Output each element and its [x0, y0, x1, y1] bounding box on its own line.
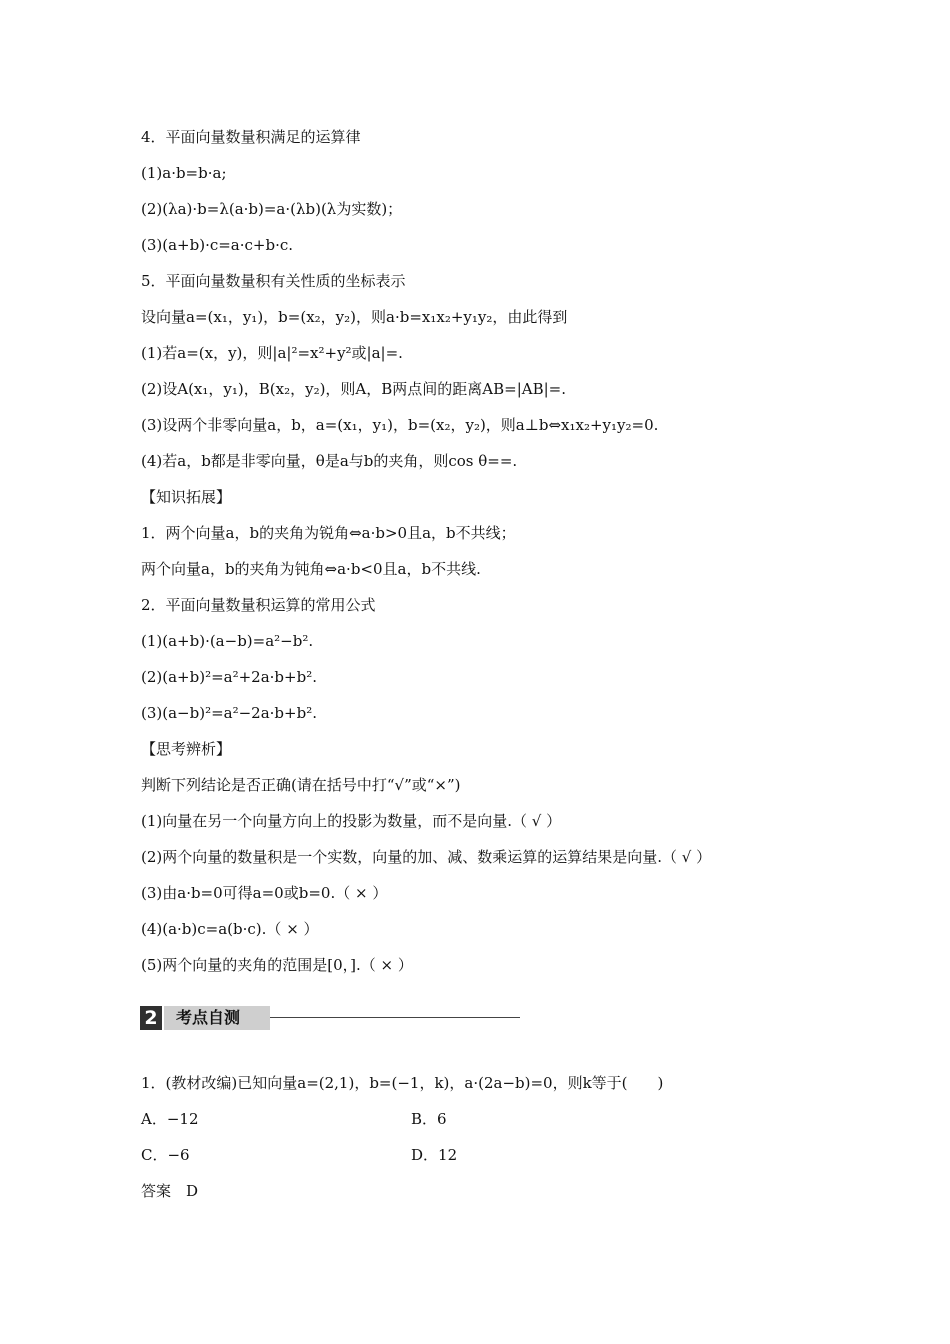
option-b: B．6	[411, 1110, 447, 1128]
line-19: 判断下列结论是否正确(请在括号中打“√”或“×”)	[141, 776, 461, 794]
line-8: (2)设A(x₁，y₁)，B(x₂，y₂)，则A，B两点间的距离AB=|AB|=.	[141, 380, 567, 398]
section-header	[140, 1006, 525, 1030]
line-4: (3)(a+b)·c=a·c+b·c.	[141, 236, 294, 254]
option-c: C．−6	[141, 1146, 190, 1164]
line-2: (1)a·b=b·a;	[141, 164, 227, 182]
option-d: D．12	[411, 1146, 458, 1164]
question-stem: 1．(教材改编)已知向量a=(2,1)，b=(−1，k)，a·(2a−b)=0，则k等于( )	[141, 1074, 664, 1092]
option-a: A．−12	[141, 1110, 199, 1128]
line-10: (4)若a，b都是非零向量，θ是a与b的夹角，则cos θ==.	[141, 452, 518, 470]
line-15: (1)(a+b)·(a−b)=a²−b².	[141, 632, 314, 650]
line-18: 【思考辨析】	[141, 740, 232, 758]
section-number: 2	[140, 1006, 162, 1030]
section-rule	[270, 1017, 520, 1018]
line-17: (3)(a−b)²=a²−2a·b+b².	[141, 704, 317, 722]
answer: 答案 D	[141, 1182, 199, 1200]
section-title: 考点自测	[164, 1006, 270, 1030]
line-9: (3)设两个非零向量a，b，a=(x₁，y₁)，b=(x₂，y₂)，则a⊥b⇔x₁x₂+y₁y₂=0.	[141, 416, 659, 434]
line-23: (4)(a·b)c=a(b·c).（ × ）	[141, 920, 319, 938]
line-13: 两个向量a，b的夹角为钝角⇔a·b<0且a，b不共线.	[141, 560, 481, 578]
line-12: 1．两个向量a，b的夹角为锐角⇔a·b>0且a，b不共线；	[141, 524, 516, 542]
line-22: (3)由a·b=0可得a=0或b=0.（ × ）	[141, 884, 388, 902]
line-14: 2．平面向量数量积运算的常用公式	[141, 596, 376, 614]
line-3: (2)(λa)·b=λ(a·b)=a·(λb)(λ为实数)；	[141, 200, 403, 218]
line-1: 4．平面向量数量积满足的运算律	[141, 128, 361, 146]
line-6: 设向量a=(x₁，y₁)，b=(x₂，y₂)，则a·b=x₁x₂+y₁y₂，由此得到	[141, 308, 568, 326]
line-11: 【知识拓展】	[141, 488, 232, 506]
line-24: (5)两个向量的夹角的范围是[0，].（ × ）	[141, 956, 413, 974]
line-7: (1)若a=(x，y)，则|a|²=x²+y²或|a|=.	[141, 344, 403, 362]
line-21: (2)两个向量的数量积是一个实数，向量的加、减、数乘运算的运算结果是向量.（ √ ）	[141, 848, 712, 866]
line-5: 5．平面向量数量积有关性质的坐标表示	[141, 272, 406, 290]
line-20: (1)向量在另一个向量方向上的投影为数量，而不是向量.（ √ ）	[141, 812, 562, 830]
line-16: (2)(a+b)²=a²+2a·b+b².	[141, 668, 317, 686]
